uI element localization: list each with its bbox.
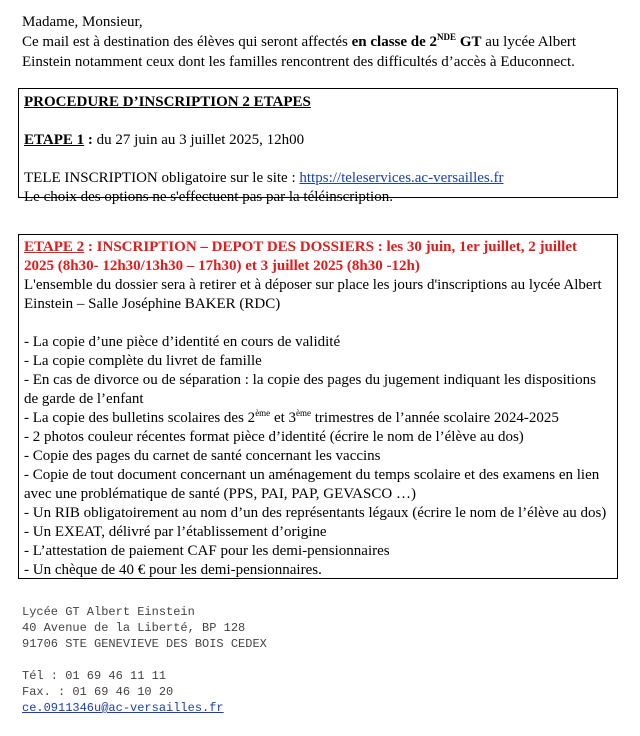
list-item: - Copie des pages du carnet de santé concernant les vaccins (24, 448, 381, 464)
procedure-title: PROCEDURE D’INSCRIPTION 2 ETAPES (24, 94, 311, 110)
fax: Fax. : 01 69 46 10 20 (22, 685, 174, 699)
list-item: - Un chèque de 40 € pour les demi-pensionnaires. (24, 562, 322, 578)
intro-paragraph (22, 12, 622, 72)
list-item: - 2 photos couleur récentes format pièce d’identité (écrire le nom de l’élève au dos) (24, 429, 524, 445)
list-item: - Copie de tout document concernant un aménagement du temps scolaire et des examens en lien avec une problématique de santé (PPS, PAI, PAP, GEVASCO …) (24, 467, 600, 502)
class-label: en classe de 2NDE GT (351, 32, 482, 50)
list-item-bulletins: - La copie des bulletins scolaires des 2ème et 3ème trimestres de l’année scolaire 2024-2025 (24, 408, 559, 426)
teleservices-link[interactable]: https://teleservices.ac-versailles.fr (299, 170, 504, 186)
step1-line: ETAPE 1 : du 27 juin au 3 juillet 2025, 12h00 (24, 132, 305, 148)
list-item: - En cas de divorce ou de séparation : la copie des pages du jugement indiquant les dispositions de garde de l’enfant (24, 372, 596, 407)
list-item: - L’attestation de paiement CAF pour les demi-pensionnaires (24, 543, 390, 559)
list-item: - Un RIB obligatoirement au nom d’un des représentants légaux (écrire le nom de l’élève au dos) (24, 505, 607, 521)
step2-description: L'ensemble du dossier sera à retirer et à déposer sur place les jours d'inscriptions au lycée Albert Einstein – Salle Joséphine BAKER (RDC) (24, 277, 602, 312)
step2-heading-line2: 2025 (8h30- 12h30/13h30 – 17h30) et 3 juillet 2025 (8h30 -12h) (24, 258, 420, 274)
list-item: - La copie complète du livret de famille (24, 353, 262, 369)
school-name: Lycée GT Albert Einstein (22, 605, 195, 619)
step2-heading-line1: ETAPE 2 : INSCRIPTION – DEPOT DES DOSSIERS : les 30 juin, 1er juillet, 2 juillet (24, 239, 577, 255)
signature-block (22, 604, 267, 716)
list-item: - Un EXEAT, délivré par l’établissement d’origine (24, 524, 327, 540)
options-note: Le choix des options ne s'effectuent pas par la téléinscription. (24, 189, 393, 205)
step2-box (18, 234, 618, 579)
email-link[interactable]: ce.0911346u@ac-versailles.fr (22, 701, 224, 715)
teleinscription-line: TELE INSCRIPTION obligatoire sur le site : https://teleservices.ac-versailles.fr (24, 170, 504, 186)
greeting: Madame, Monsieur, (22, 14, 143, 30)
list-item: - La copie d’une pièce d’identité en cours de validité (24, 334, 341, 350)
procedure-box (18, 88, 618, 205)
intro-text: Ce mail est à destination des élèves qui seront affectés en classe de 2NDE GT au lycée Albert Einstein notamment ceux dont les familles rencontrent des difficultés d’accès à Educonnect. (22, 32, 577, 70)
school-city: 91706 STE GENEVIEVE DES BOIS CEDEX (22, 637, 267, 651)
school-address: 40 Avenue de la Liberté, BP 128 (22, 621, 246, 635)
phone: Tél : 01 69 46 11 11 (22, 669, 167, 683)
